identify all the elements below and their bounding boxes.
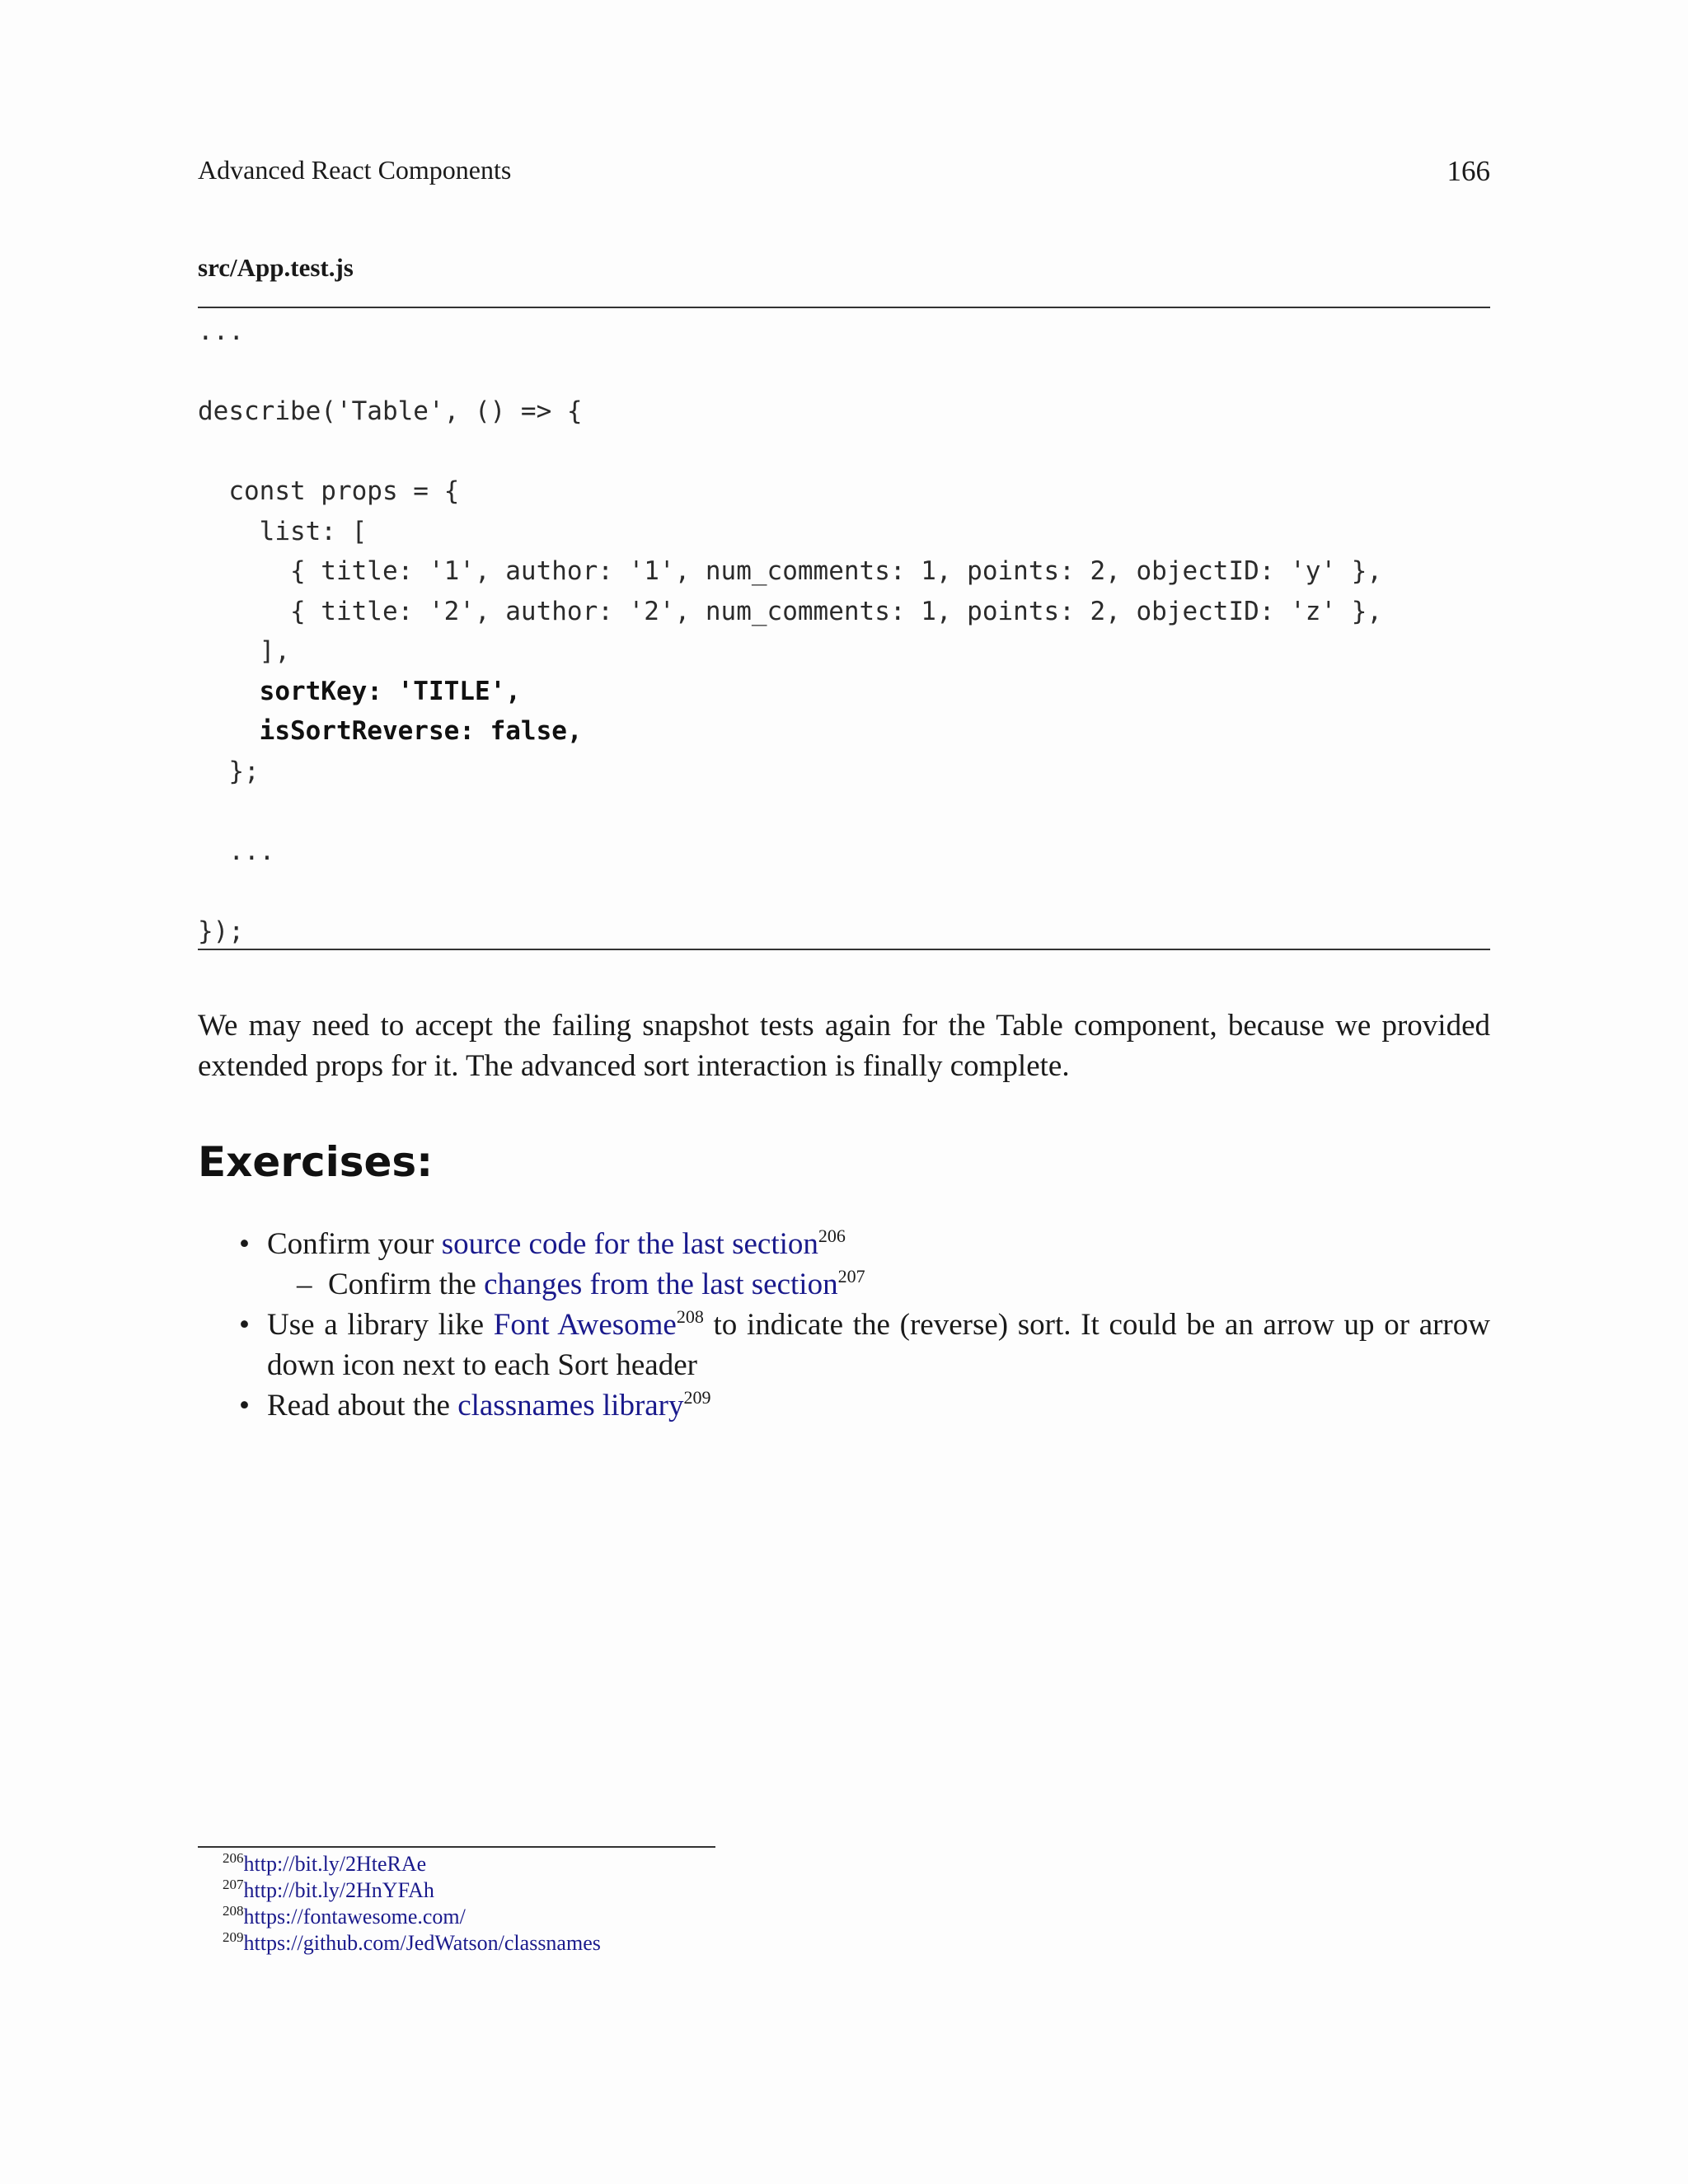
running-header bbox=[198, 155, 1490, 193]
list-item bbox=[198, 1385, 1490, 1426]
footnote-number: 208 bbox=[223, 1903, 244, 1919]
code-line: list: [ bbox=[198, 516, 368, 546]
item-text: Read about the bbox=[267, 1389, 458, 1422]
footnote-url[interactable]: https://github.com/JedWatson/classnames bbox=[243, 1931, 601, 1955]
bullet-icon: • bbox=[239, 1389, 250, 1422]
footnote-ref[interactable]: 208 bbox=[676, 1306, 704, 1327]
footnote-ref[interactable]: 206 bbox=[818, 1226, 846, 1246]
code-line bbox=[198, 871, 1490, 912]
footnote-url[interactable]: http://bit.ly/2HteRAe bbox=[243, 1852, 427, 1876]
font-awesome-link[interactable]: Font Awesome bbox=[493, 1308, 677, 1342]
footnote-url[interactable]: http://bit.ly/2HnYFAh bbox=[243, 1878, 434, 1902]
code-line: ... bbox=[198, 316, 244, 346]
code-line: describe('Table', () => { bbox=[198, 396, 583, 426]
item-text: Confirm your bbox=[267, 1227, 442, 1261]
code-block[interactable] bbox=[198, 312, 1490, 951]
bullet-icon: • bbox=[239, 1227, 250, 1261]
exercise-list bbox=[198, 1224, 1490, 1426]
footnote bbox=[223, 1930, 601, 1957]
code-line-highlighted: sortKey: 'TITLE', bbox=[198, 676, 521, 706]
body-paragraph: We may need to accept the failing snapshot tests again for the Table component, because we provided extended props for it. The advanced sort interaction is finally complete. bbox=[198, 1009, 1490, 1083]
code-top-rule bbox=[198, 307, 1490, 308]
changes-link[interactable]: changes from the last section bbox=[484, 1268, 838, 1301]
footnote-ref[interactable]: 207 bbox=[837, 1266, 865, 1286]
footnote-number: 207 bbox=[223, 1877, 244, 1892]
footnote-rule bbox=[198, 1846, 715, 1848]
code-line: ... bbox=[198, 836, 275, 866]
dash-icon: – bbox=[297, 1268, 312, 1301]
code-bottom-rule bbox=[198, 949, 1490, 950]
page-number: 166 bbox=[1447, 155, 1490, 187]
item-text: Use a library like bbox=[267, 1308, 494, 1342]
code-line: const props = { bbox=[198, 476, 460, 506]
code-line bbox=[198, 352, 1490, 392]
footnotes bbox=[223, 1851, 601, 1957]
footnote bbox=[223, 1851, 601, 1877]
code-line-highlighted: isSortReverse: false, bbox=[198, 716, 583, 746]
bullet-icon: • bbox=[239, 1308, 250, 1342]
source-code-link[interactable]: source code for the last section bbox=[441, 1227, 818, 1261]
book-page bbox=[198, 0, 1490, 2184]
code-line bbox=[198, 432, 1490, 472]
code-line: ], bbox=[198, 636, 290, 666]
chapter-title: Advanced React Components bbox=[198, 155, 512, 185]
footnote-ref[interactable]: 209 bbox=[683, 1387, 711, 1408]
classnames-link[interactable]: classnames library bbox=[457, 1389, 684, 1422]
footnote bbox=[223, 1904, 601, 1930]
exercises-heading: Exercises: bbox=[198, 1138, 434, 1186]
footnote-number: 209 bbox=[223, 1929, 244, 1945]
code-line bbox=[198, 791, 1490, 832]
footnote-number: 206 bbox=[223, 1850, 244, 1866]
list-item bbox=[198, 1305, 1490, 1385]
footnote-url[interactable]: https://fontawesome.com/ bbox=[243, 1905, 466, 1929]
code-line: }; bbox=[198, 756, 260, 786]
item-text: Confirm the bbox=[328, 1268, 485, 1301]
code-file-caption: src/App.test.js bbox=[198, 253, 354, 282]
code-line: { title: '2', author: '2', num_comments: 1, points: 2, objectID: 'z' }, bbox=[198, 596, 1383, 626]
list-item bbox=[198, 1224, 1490, 1264]
code-line: }); bbox=[198, 916, 244, 946]
list-item bbox=[198, 1264, 1490, 1305]
item-text: to indicate the (reverse) sort. It could be an arrow up or arrow down icon next to each Sort header bbox=[267, 1308, 1490, 1382]
footnote bbox=[223, 1877, 601, 1904]
code-line: { title: '1', author: '1', num_comments: 1, points: 2, objectID: 'y' }, bbox=[198, 556, 1383, 586]
